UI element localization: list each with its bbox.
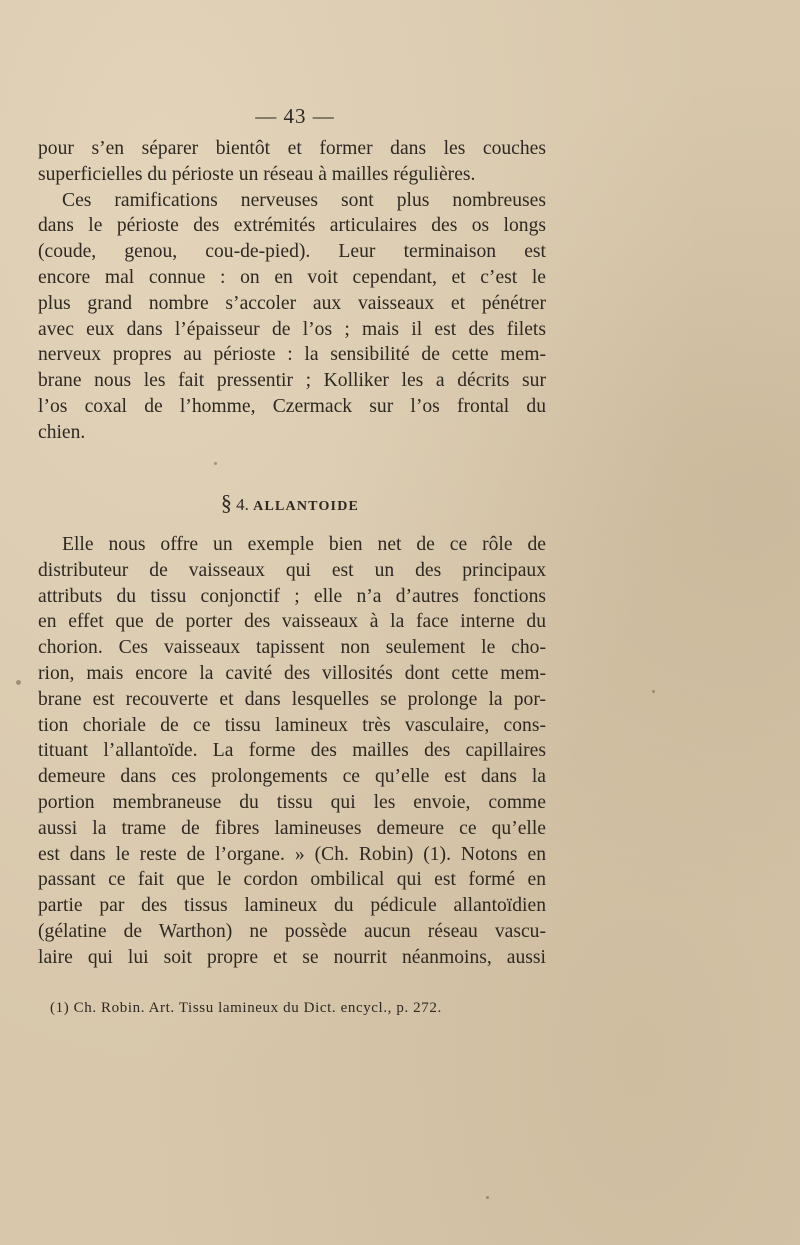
paragraph-3-line: laire qui lui soit propre et se nourrit néanmoins, aussi <box>38 946 546 968</box>
paragraph-2-line: l’os coxal de l’homme, Czermack sur l’os frontal du <box>38 395 546 417</box>
section-number: 4. <box>236 495 249 514</box>
paragraph-2-line: (coude, genou, cou-de-pied). Leur terminaison est <box>38 241 546 263</box>
paragraph-2-line: encore mal connue : on en voit cependant, et c’est le <box>38 266 546 288</box>
paragraph-2-line: nerveux propres au périoste : la sensibilité de cette mem- <box>38 344 546 366</box>
paragraph-3-line: aussi la trame de fibres lamineuses demeure ce qu’elle <box>38 817 546 839</box>
paragraph-3-line: (gélatine de Warthon) ne possède aucun réseau vascu- <box>38 920 546 942</box>
paragraph-1-line: pour s’en séparer bientôt et former dans les couches <box>38 138 546 159</box>
paragraph-3-line: passant ce fait que le cordon ombilical qui est formé en <box>38 869 546 891</box>
paragraph-2-line: avec eux dans l’épaisseur de l’os ; mais il est des filets <box>38 318 546 340</box>
paragraph-2-line: brane nous les fait pressentir ; Kolliker les a décrits sur <box>38 370 546 392</box>
paragraph-3-line: tion choriale de ce tissu lamineux très vasculaire, cons- <box>38 714 546 736</box>
paragraph-2-line: Ces ramifications nerveuses sont plus nombreuses <box>62 189 546 211</box>
paragraph-3-line: en effet que de porter des vaisseaux à la face interne du <box>38 611 546 633</box>
text-block-bottom <box>38 532 546 971</box>
paragraph-3-line: attributs du tissu conjonctif ; elle n’a d’autres fonctions <box>38 585 546 607</box>
section-heading <box>0 490 580 516</box>
paragraph-3-line: portion membraneuse du tissu qui les envoie, comme <box>38 791 546 813</box>
paper-speck <box>16 680 21 685</box>
paragraph-3-line: est dans le reste de l’organe. » (Ch. Robin) (1). Notons en <box>38 843 546 865</box>
footnote: (1) Ch. Robin. Art. Tissu lamineux du Dict. encycl., p. 272. <box>50 1000 442 1016</box>
paragraph-3-line: demeure dans ces prolongements ce qu’elle est dans la <box>38 766 546 788</box>
paragraph-2-line: plus grand nombre s’accoler aux vaisseaux et pénétrer <box>38 292 546 314</box>
paragraph-3-line: Elle nous offre un exemple bien net de ce rôle de <box>62 534 546 555</box>
paragraph-3-line: brane est recouverte et dans lesquelles se prolonge la por- <box>38 688 546 710</box>
paragraph-1-line: superficielles du périoste un réseau à mailles régulières. <box>38 163 476 185</box>
paper-speck <box>486 1196 489 1199</box>
section-title: ALLANTOIDE <box>253 499 360 514</box>
paragraph-3-line: chorion. Ces vaisseaux tapissent non seulement le cho- <box>38 637 546 659</box>
paper-speck <box>652 690 655 693</box>
text-block-top <box>38 136 546 446</box>
paragraph-3-line: partie par des tissus lamineux du pédicule allantoïdien <box>38 895 546 917</box>
paper-speck <box>214 462 217 465</box>
section-symbol: § <box>220 490 232 515</box>
paragraph-3-line: rion, mais encore la cavité des villosités dont cette mem- <box>38 662 546 684</box>
page-number: — 43 — <box>255 104 335 128</box>
paragraph-3-line: tituant l’allantoïde. La forme des mailles des capillaires <box>38 740 546 762</box>
paragraph-3-line: distributeur de vaisseaux qui est un des principaux <box>38 559 546 581</box>
paragraph-2-line: chien. <box>38 421 86 443</box>
paragraph-2-line: dans le périoste des extrémités articulaires des os longs <box>38 215 546 237</box>
